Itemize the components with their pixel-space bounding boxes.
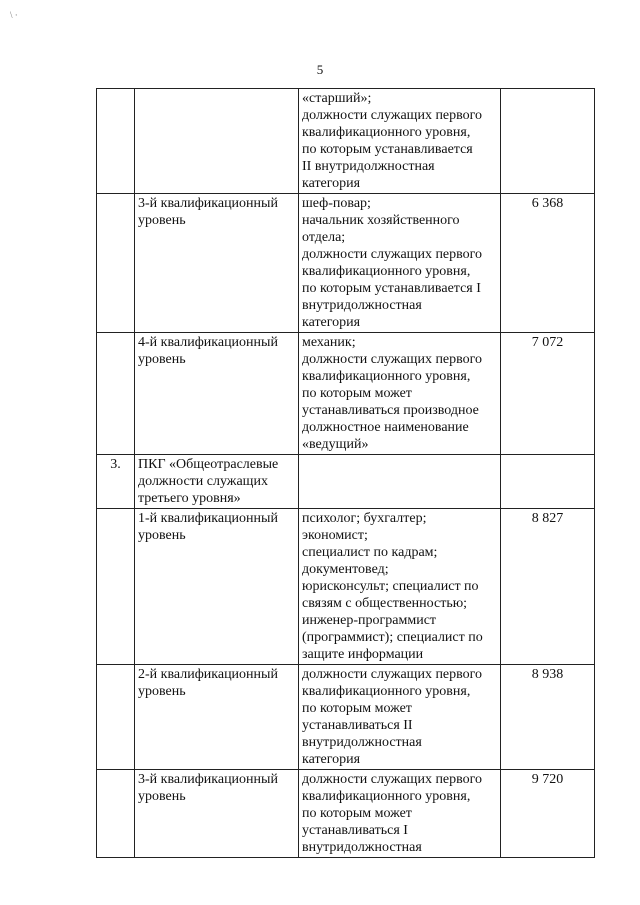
qualification-level-cell [135,89,299,194]
position-line: экономист; [302,528,368,543]
table-row [97,665,595,770]
position-line: по которым может [302,386,412,401]
position-line: квалификационного уровня, [302,369,471,384]
position-line: категория [302,315,361,330]
table-row [97,455,595,509]
qualification-level-cell [135,509,299,665]
page-number: 5 [316,62,324,77]
position-line: механик; [302,335,356,350]
position-line: по которым может [302,701,412,716]
position-line: внутридолжностная [302,735,422,750]
position-line: квалификационного уровня, [302,125,471,140]
corner-mark: \ · [10,10,18,20]
qualification-level-line: уровень [138,528,186,543]
position-line: внутридолжностная [302,840,422,855]
qualification-level-line: уровень [138,684,186,699]
position-line: «старший»; [302,91,372,106]
row-number-cell [97,89,135,194]
position-line: документовед; [302,562,389,577]
table-row [97,194,595,333]
position-line: устанавливаться I [302,823,408,838]
qualification-level-line: 3-й квалификационный [138,772,278,787]
position-line: (программист); специалист по [302,630,483,645]
position-line: категория [302,752,361,767]
positions-cell [299,509,501,665]
salary-cell [501,455,595,509]
salary-table-body [97,89,595,858]
position-line: II внутридолжностная [302,159,435,174]
position-line: должности служащих первого [302,247,483,262]
qualification-level-line: уровень [138,789,186,804]
row-number-cell [97,509,135,665]
qualification-level-cell [135,665,299,770]
position-line: связям с общественностью; [302,596,468,611]
salary-cell: 8 938 [501,665,595,770]
salary-cell [501,89,595,194]
positions-cell [299,89,501,194]
position-line: должности служащих первого [302,772,483,787]
position-line: инженер-программист [302,613,437,628]
positions-cell [299,770,501,858]
position-line: психолог; бухгалтер; [302,511,427,526]
position-line: устанавливаться II [302,718,413,733]
table-row [97,333,595,455]
position-line: юрисконсульт; специалист по [302,579,479,594]
table-row [97,509,595,665]
table-row [97,770,595,858]
position-line: отдела; [302,230,346,245]
salary-cell: 7 072 [501,333,595,455]
qualification-level-cell [135,333,299,455]
row-number-cell [97,665,135,770]
position-line: должности служащих первого [302,108,483,123]
position-line: должности служащих первого [302,352,483,367]
qualification-level-line: 3-й квалификационный [138,196,278,211]
salary-cell: 6 368 [501,194,595,333]
qualification-level-line: уровень [138,352,186,367]
position-line: по которым устанавливается I [302,281,481,296]
position-line: шеф-повар; [302,196,371,211]
position-line: квалификационного уровня, [302,789,471,804]
position-line: категория [302,176,361,191]
positions-cell [299,665,501,770]
positions-cell [299,455,501,509]
salary-cell: 9 720 [501,770,595,858]
position-line: по которым устанавливается [302,142,473,157]
positions-cell [299,194,501,333]
row-number-cell [97,770,135,858]
qualification-level-line: уровень [138,213,186,228]
qualification-level-line: третьего уровня» [138,491,241,506]
qualification-level-line: 4-й квалификационный [138,335,278,350]
salary-cell: 8 827 [501,509,595,665]
position-line: специалист по кадрам; [302,545,438,560]
table-row [97,89,595,194]
qualification-level-cell [135,455,299,509]
position-line: квалификационного уровня, [302,264,471,279]
position-line: квалификационного уровня, [302,684,471,699]
salary-table [96,88,595,858]
qualification-level-line: 2-й квалификационный [138,667,278,682]
position-line: по которым может [302,806,412,821]
qualification-level-line: 1-й квалификационный [138,511,278,526]
row-number-cell: 3. [97,455,135,509]
position-line: внутридолжностная [302,298,422,313]
position-line: защите информации [302,647,424,662]
position-line: устанавливаться производное [302,403,479,418]
position-line: «ведущий» [302,437,369,452]
row-number-cell [97,333,135,455]
row-number-cell [97,194,135,333]
positions-cell [299,333,501,455]
qualification-level-line: ПКГ «Общеотраслевые [138,457,279,472]
position-line: начальник хозяйственного [302,213,460,228]
position-line: должностное наименование [302,420,469,435]
position-line: должности служащих первого [302,667,483,682]
qualification-level-cell [135,770,299,858]
qualification-level-cell [135,194,299,333]
qualification-level-line: должности служащих [138,474,268,489]
